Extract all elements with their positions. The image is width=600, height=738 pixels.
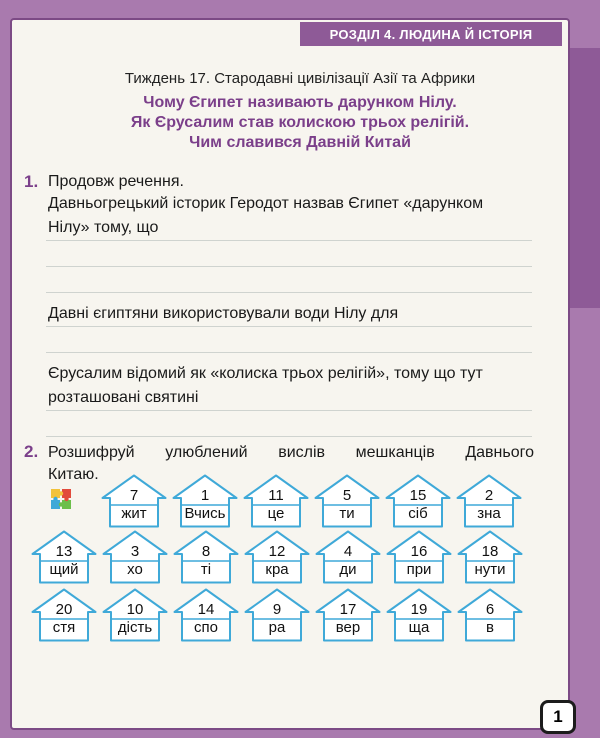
lesson-title-3: Чим славився Давній Китай	[189, 134, 411, 151]
answer-line	[46, 266, 532, 267]
lesson-title-2: Як Єрусалим став колискою трьох релігій.	[130, 114, 470, 131]
answer-line	[46, 352, 532, 353]
puzzle-icon	[50, 488, 72, 510]
task-1-prompt-2: Давні єгиптяни використовували води Нілу для	[48, 305, 399, 322]
week-title: Тиждень 17. Стародавні цивілізації Азії та Африки	[124, 70, 476, 87]
house-number: 13	[55, 543, 73, 560]
house-number: 12	[268, 543, 286, 560]
house-number: 15	[409, 487, 427, 504]
house-syllable: зна	[477, 505, 501, 522]
house-syllable: жит	[121, 505, 147, 522]
house-number: 2	[484, 487, 494, 504]
task-1-instruction: Продовж речення.	[48, 173, 184, 190]
side-tab	[570, 48, 600, 308]
house-syllable: ра	[268, 619, 286, 636]
house-number: 11	[268, 487, 284, 504]
answer-line	[46, 436, 532, 437]
cipher-house	[173, 588, 239, 642]
task-1-prompt-3b: розташовані святині	[48, 389, 199, 406]
house-syllable: ти	[339, 505, 355, 522]
cipher-house	[315, 588, 381, 642]
cipher-house	[385, 474, 451, 528]
house-number: 5	[342, 487, 352, 504]
lesson-title-1: Чому Єгипет називають дарунком Нілу.	[143, 94, 457, 111]
cipher-house	[31, 588, 97, 642]
house-syllable: ди	[339, 561, 357, 578]
cipher-house	[456, 474, 522, 528]
house-syllable: кра	[265, 561, 289, 578]
house-syllable: спо	[194, 619, 218, 636]
page-number: 1	[540, 700, 576, 734]
house-syllable: при	[406, 561, 432, 578]
task-1-prompt-3a: Єрусалим відомий як «колиска трьох релігій», тому що тут	[48, 365, 483, 382]
house-syllable: ті	[200, 561, 212, 578]
cipher-house	[243, 474, 309, 528]
cipher-house	[102, 530, 168, 584]
task-1-prompt-1b: Нілу» тому, що	[48, 219, 159, 236]
house-syllable: щий	[49, 561, 79, 578]
house-number: 10	[126, 601, 144, 618]
cipher-house	[314, 474, 380, 528]
cipher-house	[386, 530, 452, 584]
house-syllable: в	[486, 619, 494, 636]
house-number: 19	[410, 601, 428, 618]
cipher-house	[315, 530, 381, 584]
house-number: 3	[130, 543, 140, 560]
cipher-house	[101, 474, 167, 528]
cipher-house	[31, 530, 97, 584]
answer-line	[46, 410, 532, 411]
cipher-house	[244, 588, 310, 642]
house-syllable: сіб	[408, 505, 428, 522]
house-number: 4	[343, 543, 353, 560]
cipher-house	[457, 588, 523, 642]
house-number: 7	[129, 487, 139, 504]
house-syllable: ща	[408, 619, 430, 636]
answer-line	[46, 292, 532, 293]
task-2-instruction-2: Китаю.	[48, 466, 99, 483]
house-number: 14	[197, 601, 215, 618]
house-syllable: Вчись	[184, 505, 226, 522]
task-2-instruction-1: Розшифруй улюблений вислів мешканців Давнього	[48, 444, 534, 461]
cipher-house	[173, 530, 239, 584]
cipher-house	[244, 530, 310, 584]
cipher-house	[457, 530, 523, 584]
house-number: 16	[410, 543, 428, 560]
house-syllable: це	[267, 505, 285, 522]
task-2-number: 2.	[24, 442, 39, 461]
answer-line	[46, 326, 532, 327]
house-number: 17	[339, 601, 357, 618]
cipher-house	[102, 588, 168, 642]
house-number: 20	[55, 601, 73, 618]
task-1-prompt-1a: Давньогрецький історик Геродот назвав Єгипет «дарунком	[48, 195, 484, 212]
section-header: РОЗДІЛ 4. ЛЮДИНА Й ІСТОРІЯ	[300, 22, 562, 46]
house-number: 8	[201, 543, 211, 560]
answer-line	[46, 240, 532, 241]
house-syllable: хо	[127, 561, 143, 578]
house-syllable: дість	[117, 619, 153, 636]
house-number: 6	[485, 601, 495, 618]
house-syllable: нути	[474, 561, 506, 578]
cipher-house	[386, 588, 452, 642]
house-syllable: вер	[335, 619, 361, 636]
cipher-house	[172, 474, 238, 528]
house-number: 18	[481, 543, 499, 560]
house-syllable: стя	[52, 619, 76, 636]
house-number: 1	[200, 487, 210, 504]
task-1-number: 1.	[24, 172, 39, 191]
house-number: 9	[272, 601, 282, 618]
